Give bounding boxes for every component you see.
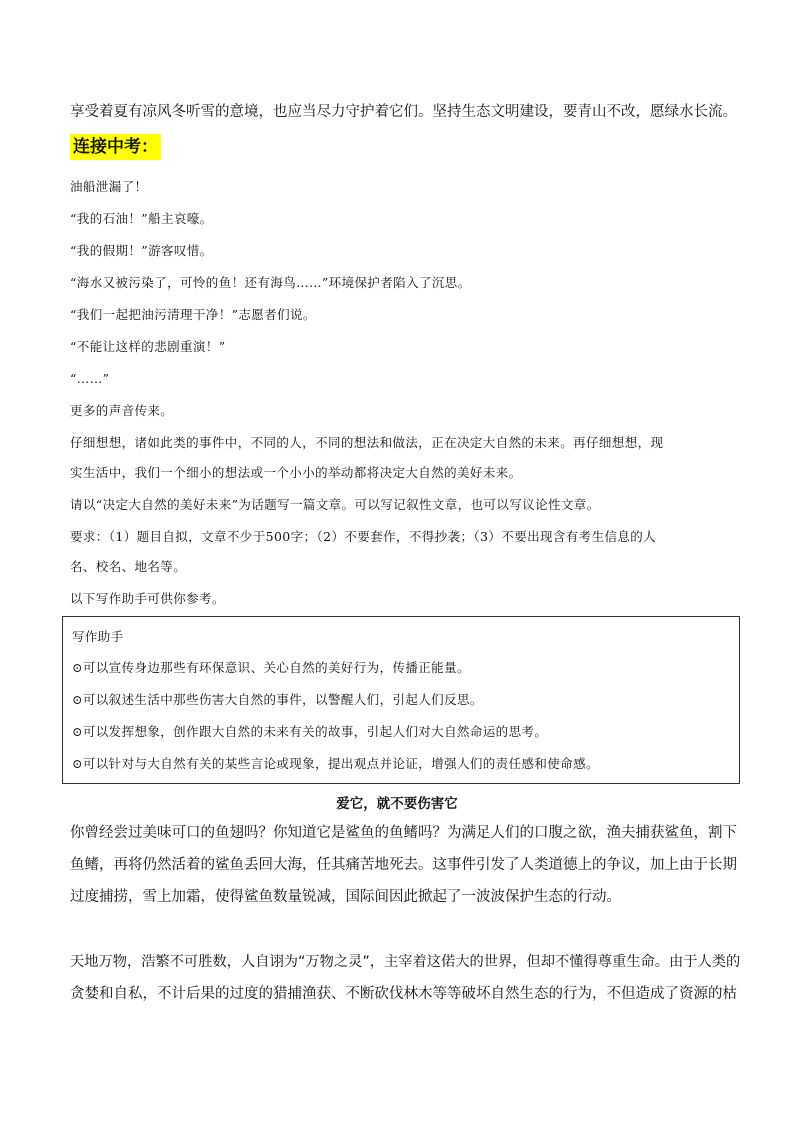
helper-item: ⊙可以发挥想象，创作跟大自然的未来有关的故事，引起人们对大自然命运的思考。	[72, 724, 548, 739]
prompt-line: 请以“决定大自然的美好未来”为话题写一篇文章。可以写记叙性文章，也可以写议论性文章。	[70, 497, 600, 512]
essay-line: 过度捕捞，雪上加霜，使得鲨鱼数量锐减，国际间因此掀起了一波波保护生态的行动。	[70, 889, 621, 905]
prompt-line: “我们一起把油污清理干净！”志愿者们说。	[70, 307, 316, 322]
prompt-line: “不能让这样的悲剧重演！”	[70, 339, 226, 354]
prompt-line: 仔细想想，诸如此类的事件中，不同的人，不同的想法和做法，正在决定大自然的未来。再仔细想想，现	[70, 435, 664, 450]
prompt-line: 油船泄漏了！	[70, 179, 148, 194]
prompt-line: “……”	[70, 371, 110, 386]
essay-line: 贪婪和自私，不计后果的过度的猎捕渔获、不断砍伐林木等等破坏自然生态的行为，不但造成了资源的枯	[70, 986, 737, 1002]
prompt-line: 要求：（1）题目自拟，文章不少于500字；（2）不要套作，不得抄袭；（3）不要出现含有考生信息的人	[70, 529, 657, 544]
essay-title: 爱它，就不要伤害它	[336, 796, 458, 812]
prompt-line: “我的假期！”游客叹惜。	[70, 243, 213, 258]
prompt-line: “我的石油！”船主哀嚎。	[70, 211, 213, 226]
prompt-line: 名、校名、地名等。	[70, 559, 187, 574]
writing-helper-box	[62, 616, 740, 784]
prompt-line: 更多的声音传来。	[70, 403, 174, 418]
helper-title: 写作助手	[72, 629, 124, 644]
intro-paragraph: 享受着夏有凉风冬听雪的意境，也应当尽力守护着它们。坚持生态文明建设，要青山不改，愿绿水长流。	[70, 104, 737, 120]
essay-line: 鱼鳍，再将仍然活着的鲨鱼丢回大海，任其痛苦地死去。这事件引发了人类道德上的争议，加上由于长期	[70, 857, 737, 873]
prompt-line: “海水又被污染了，可怜的鱼！还有海鸟……”环境保护者陷入了沉思。	[70, 275, 471, 290]
prompt-line: 以下写作助手可供你参考。	[70, 591, 225, 606]
section-heading: 连接中考：	[70, 134, 161, 160]
helper-item: ⊙可以叙述生活中那些伤害大自然的事件，以警醒人们，引起人们反思。	[72, 692, 483, 707]
essay-line: 天地万物，浩繁不可胜数，人自诩为“万物之灵”，主宰着这偌大的世界，但却不懂得尊重生命。由于人类的	[70, 954, 741, 970]
essay-line: 你曾经尝过美味可口的鱼翅吗？你知道它是鲨鱼的鱼鳍吗？为满足人们的口腹之欲，渔夫捕获鲨鱼，割下	[70, 825, 737, 841]
helper-item: ⊙可以针对与大自然有关的某些言论或现象，提出观点并论证，增强人们的责任感和使命感。	[72, 756, 599, 771]
prompt-line: 实生活中，我们一个细小的想法或一个小小的举动都将决定大自然的美好未来。	[70, 465, 522, 480]
helper-item: ⊙可以宣传身边那些有环保意识、关心自然的美好行为，传播正能量。	[72, 660, 470, 675]
